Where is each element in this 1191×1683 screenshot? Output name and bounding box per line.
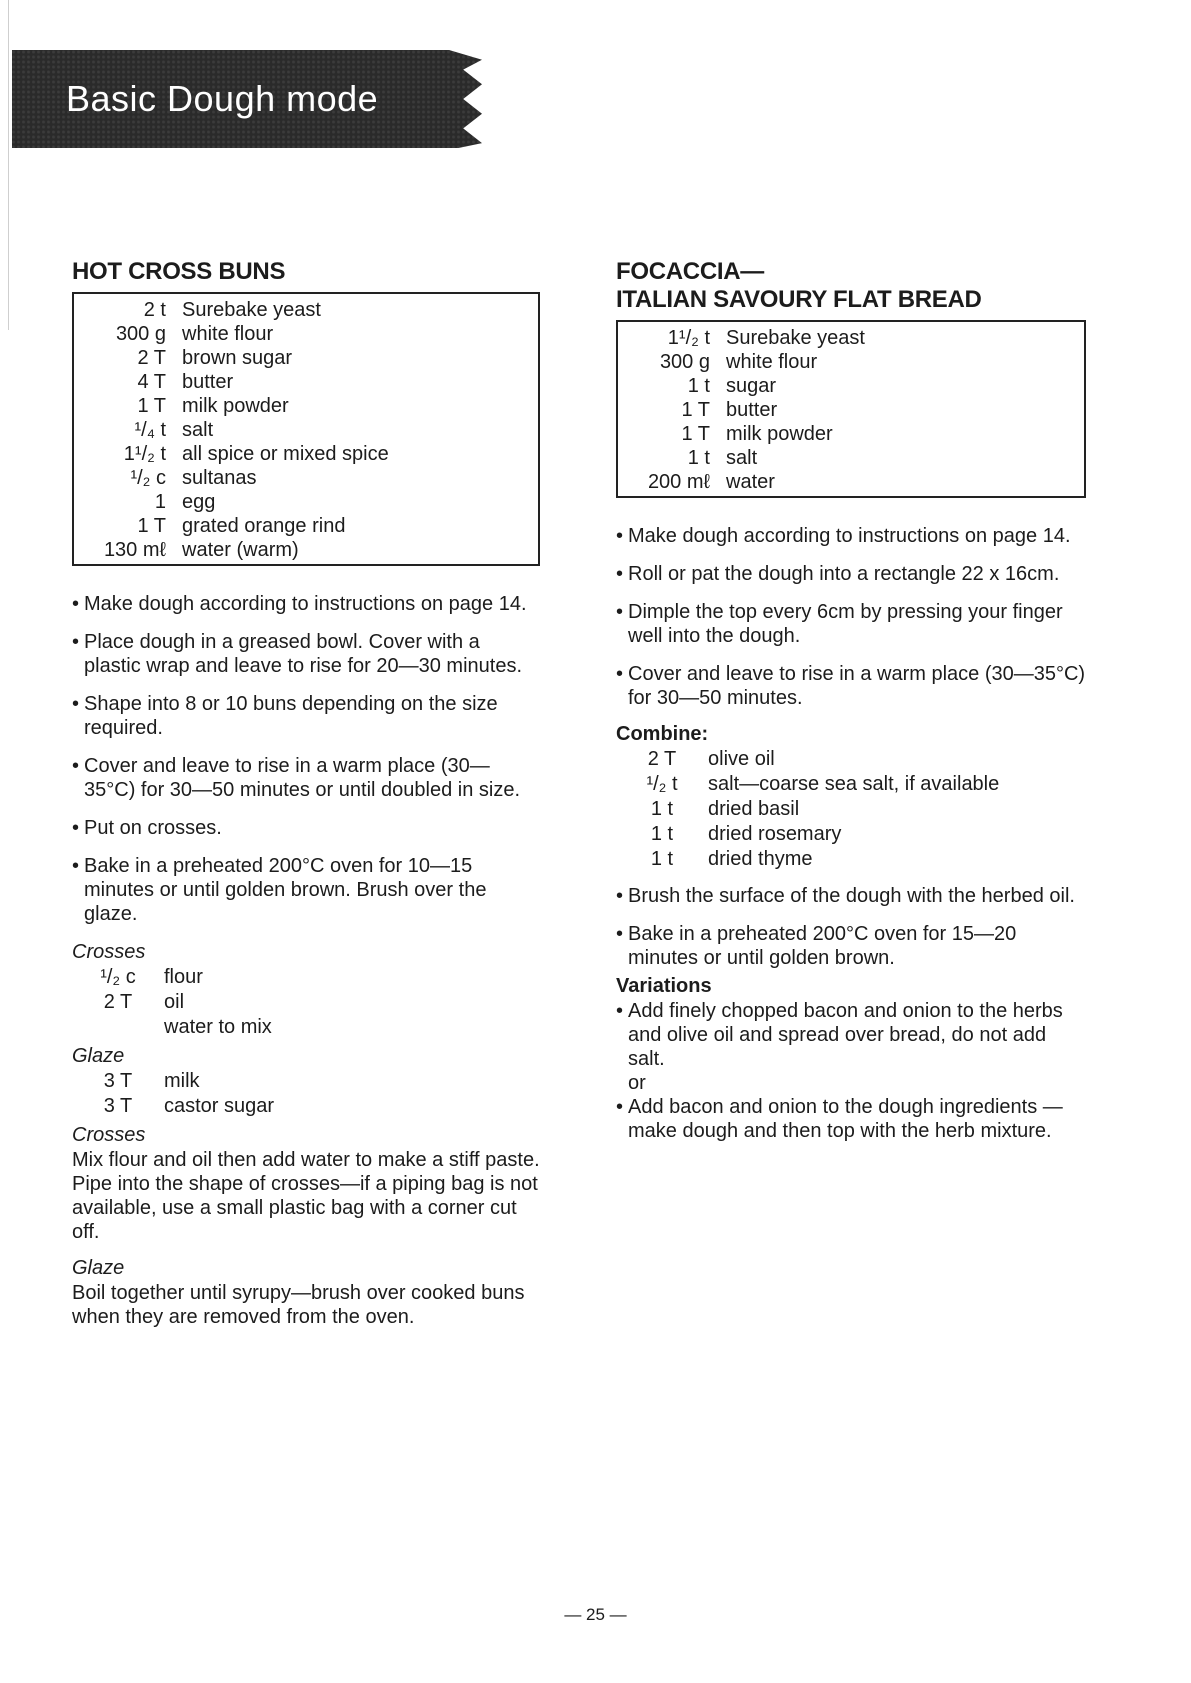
ingredient-row	[618, 470, 1084, 494]
ingredient-qty: 1 t	[650, 798, 674, 820]
method-step	[72, 854, 540, 926]
bullet-icon: •	[72, 755, 80, 777]
method-steps	[72, 592, 540, 926]
step-text: Dimple the top every 6cm by pressing your finger well into the dough.	[628, 601, 1063, 647]
ingredient-qty: 130 mℓ	[103, 539, 166, 561]
ingredient-qty: 1 T	[137, 395, 166, 417]
ingredient-qty	[72, 1015, 164, 1040]
recipe-title-line1: FOCACCIA—	[616, 258, 764, 285]
ingredient-qty: 3 T	[103, 1095, 133, 1117]
ingredient-name: sugar	[726, 375, 777, 397]
combine-row	[616, 797, 1086, 822]
ingredient-name: dried rosemary	[708, 823, 842, 845]
ingredient-name: milk	[164, 1070, 200, 1092]
ingredient-row	[74, 418, 538, 442]
bullet-icon: •	[72, 631, 80, 653]
ingredient-name: dried thyme	[708, 848, 813, 870]
ingredient-row	[618, 446, 1084, 470]
bullet-icon: •	[616, 563, 624, 585]
combine-heading: Combine:	[616, 723, 709, 745]
ingredient-row	[74, 538, 538, 562]
bullet-icon: •	[616, 923, 624, 945]
ingredient-name: flour	[164, 966, 203, 988]
ingredient-qty: 1 T	[681, 399, 710, 421]
method-step	[616, 600, 1086, 648]
bullet-icon: •	[72, 817, 80, 839]
ingredient-qty: 1 t	[687, 447, 710, 469]
bullet-icon: •	[616, 1096, 624, 1118]
ingredient-name: all spice or mixed spice	[182, 443, 389, 465]
ingredient-name: white flour	[726, 351, 818, 373]
method-step	[616, 884, 1086, 908]
ingredient-name: milk powder	[182, 395, 289, 417]
method-step	[72, 692, 540, 740]
crosses-heading: Crosses	[72, 941, 146, 963]
ingredient-row	[74, 370, 538, 394]
ingredient-name: egg	[182, 491, 216, 513]
ingredient-name: butter	[182, 371, 234, 393]
bullet-icon: •	[616, 885, 624, 907]
ingredients-box	[616, 320, 1086, 498]
ingredient-name: oil	[164, 991, 185, 1013]
ingredient-row	[74, 514, 538, 538]
ingredient-name: milk powder	[726, 423, 833, 445]
step-text: Cover and leave to rise in a warm place (30—35°C) for 30—50 minutes.	[628, 663, 1086, 709]
glaze-ingredient-row	[72, 1069, 540, 1094]
combine-row	[616, 822, 1086, 847]
variation-item	[616, 999, 1086, 1071]
ingredient-name: grated orange rind	[182, 515, 346, 537]
ingredient-qty: 4 T	[137, 371, 166, 393]
ingredient-row	[74, 394, 538, 418]
variation-item	[616, 1095, 1086, 1143]
method-step	[72, 592, 540, 616]
ingredient-qty: ¹/₂ c	[130, 467, 166, 489]
bullet-icon: •	[72, 593, 80, 615]
bullet-icon: •	[72, 855, 80, 877]
ingredient-name: water to mix	[164, 1016, 272, 1038]
bullet-icon: •	[616, 663, 624, 685]
glaze-ingredient-row	[72, 1094, 540, 1119]
ingredient-name: salt	[182, 419, 214, 441]
method-step	[72, 754, 540, 802]
step-text: Shape into 8 or 10 buns depending on the size required.	[84, 693, 498, 739]
ingredient-qty: 1 t	[687, 375, 710, 397]
ingredient-qty: 300 g	[659, 351, 710, 373]
step-text: Bake in a preheated 200°C oven for 15—20 minutes or until golden brown.	[628, 923, 1017, 969]
ingredient-row	[618, 350, 1084, 374]
page-number: — 25 —	[564, 1605, 627, 1624]
step-text: Brush the surface of the dough with the herbed oil.	[628, 885, 1075, 907]
method-step	[616, 562, 1086, 586]
ingredient-name: sultanas	[182, 467, 257, 489]
ingredient-qty: ¹/₂ t	[646, 773, 678, 795]
step-text: Make dough according to instructions on page 14.	[628, 525, 1071, 547]
or-text: or	[628, 1072, 646, 1094]
ingredient-name: salt	[726, 447, 758, 469]
ingredient-name: Surebake yeast	[726, 327, 865, 349]
ingredient-name: white flour	[182, 323, 274, 345]
ingredient-row	[74, 298, 538, 322]
combine-row	[616, 847, 1086, 872]
bullet-icon: •	[616, 601, 624, 623]
method-step	[72, 630, 540, 678]
ingredient-qty: 3 T	[103, 1070, 133, 1092]
ingredient-qty: 1 T	[681, 423, 710, 445]
crosses-ingredient-row	[72, 965, 540, 990]
ingredient-row	[74, 466, 538, 490]
focaccia-recipe	[616, 258, 1086, 1157]
ingredient-qty: ¹/₄ t	[134, 419, 166, 441]
method-step	[616, 524, 1086, 548]
page-edge-line	[8, 0, 9, 330]
ingredient-qty: 1¹/₂ t	[123, 443, 166, 465]
ingredient-qty: 1 T	[137, 515, 166, 537]
crosses-method-text: Mix flour and oil then add water to make a stiff paste. Pipe into the shape of crosses—if a piping bag is not available, use a small plastic bag with a corner cut off.	[72, 1149, 540, 1243]
step-text: Roll or pat the dough into a rectangle 22 x 16cm.	[628, 563, 1060, 585]
ingredient-qty: ¹/₂ c	[100, 966, 136, 988]
crosses-ingredient-row	[72, 990, 540, 1015]
ingredient-row	[74, 442, 538, 466]
bullet-icon: •	[616, 525, 624, 547]
ingredient-name: water	[726, 471, 775, 493]
recipe-title: HOT CROSS BUNS	[72, 258, 286, 285]
ingredient-qty: 2 t	[143, 299, 166, 321]
ingredient-qty: 1 t	[650, 848, 674, 870]
step-text: Place dough in a greased bowl. Cover with a plastic wrap and leave to rise for 20—30 minutes.	[84, 631, 522, 677]
ingredient-name: Surebake yeast	[182, 299, 321, 321]
crosses-method-heading: Crosses	[72, 1124, 146, 1146]
ingredient-qty: 2 T	[137, 347, 166, 369]
ingredient-name: dried basil	[708, 798, 800, 820]
ingredient-name: castor sugar	[164, 1095, 275, 1117]
recipe-title-line2: ITALIAN SAVOURY FLAT BREAD	[616, 286, 982, 313]
ingredient-row	[618, 422, 1084, 446]
step-text: Make dough according to instructions on page 14.	[84, 593, 527, 615]
method-step	[72, 816, 540, 840]
glaze-method-heading: Glaze	[72, 1257, 125, 1279]
glaze-heading: Glaze	[72, 1045, 125, 1067]
ingredient-row	[618, 326, 1084, 350]
ingredient-qty: 200 mℓ	[647, 471, 710, 493]
ingredient-row	[74, 346, 538, 370]
ingredient-row	[618, 374, 1084, 398]
method-steps	[616, 524, 1086, 710]
ingredient-qty: 1 t	[650, 823, 674, 845]
variation-text: Add bacon and onion to the dough ingredients —make dough and then top with the herb mixture.	[628, 1096, 1063, 1142]
ingredient-row	[618, 398, 1084, 422]
ingredient-qty: 2 T	[103, 991, 133, 1013]
combine-row	[616, 772, 1086, 797]
ingredient-qty: 1¹/₂ t	[667, 327, 710, 349]
glaze-method-text: Boil together until syrupy—brush over cooked buns when they are removed from the oven.	[72, 1282, 525, 1328]
ingredient-name: salt—coarse sea salt, if available	[708, 773, 1000, 795]
ingredient-qty: 2 T	[647, 748, 677, 770]
combine-row	[616, 747, 1086, 772]
bullet-icon: •	[72, 693, 80, 715]
variations-heading: Variations	[616, 975, 712, 997]
ingredient-name: water (warm)	[182, 539, 299, 561]
ingredient-qty: 1	[154, 491, 166, 513]
step-text: Put on crosses.	[84, 817, 222, 839]
section-title: Basic Dough mode	[66, 78, 379, 119]
ingredient-name: olive oil	[708, 748, 775, 770]
ingredient-row	[74, 322, 538, 346]
step-text: Bake in a preheated 200°C oven for 10—15 minutes or until golden brown. Brush over the glaze.	[84, 855, 487, 925]
crosses-ingredient-row	[72, 1015, 540, 1040]
step-text: Cover and leave to rise in a warm place (30—35°C) for 30—50 minutes or until doubled in size.	[84, 755, 521, 801]
ingredient-row	[74, 490, 538, 514]
variation-text: Add finely chopped bacon and onion to the herbs and olive oil and spread over bread, do not add salt.	[628, 1000, 1063, 1070]
ingredient-name: brown sugar	[182, 347, 293, 369]
ingredient-qty: 300 g	[115, 323, 166, 345]
method-step	[616, 922, 1086, 970]
ingredient-name: butter	[726, 399, 778, 421]
hot-cross-buns-recipe	[72, 258, 540, 1341]
ingredients-box	[72, 292, 540, 566]
bullet-icon: •	[616, 1000, 624, 1022]
method-step	[616, 662, 1086, 710]
